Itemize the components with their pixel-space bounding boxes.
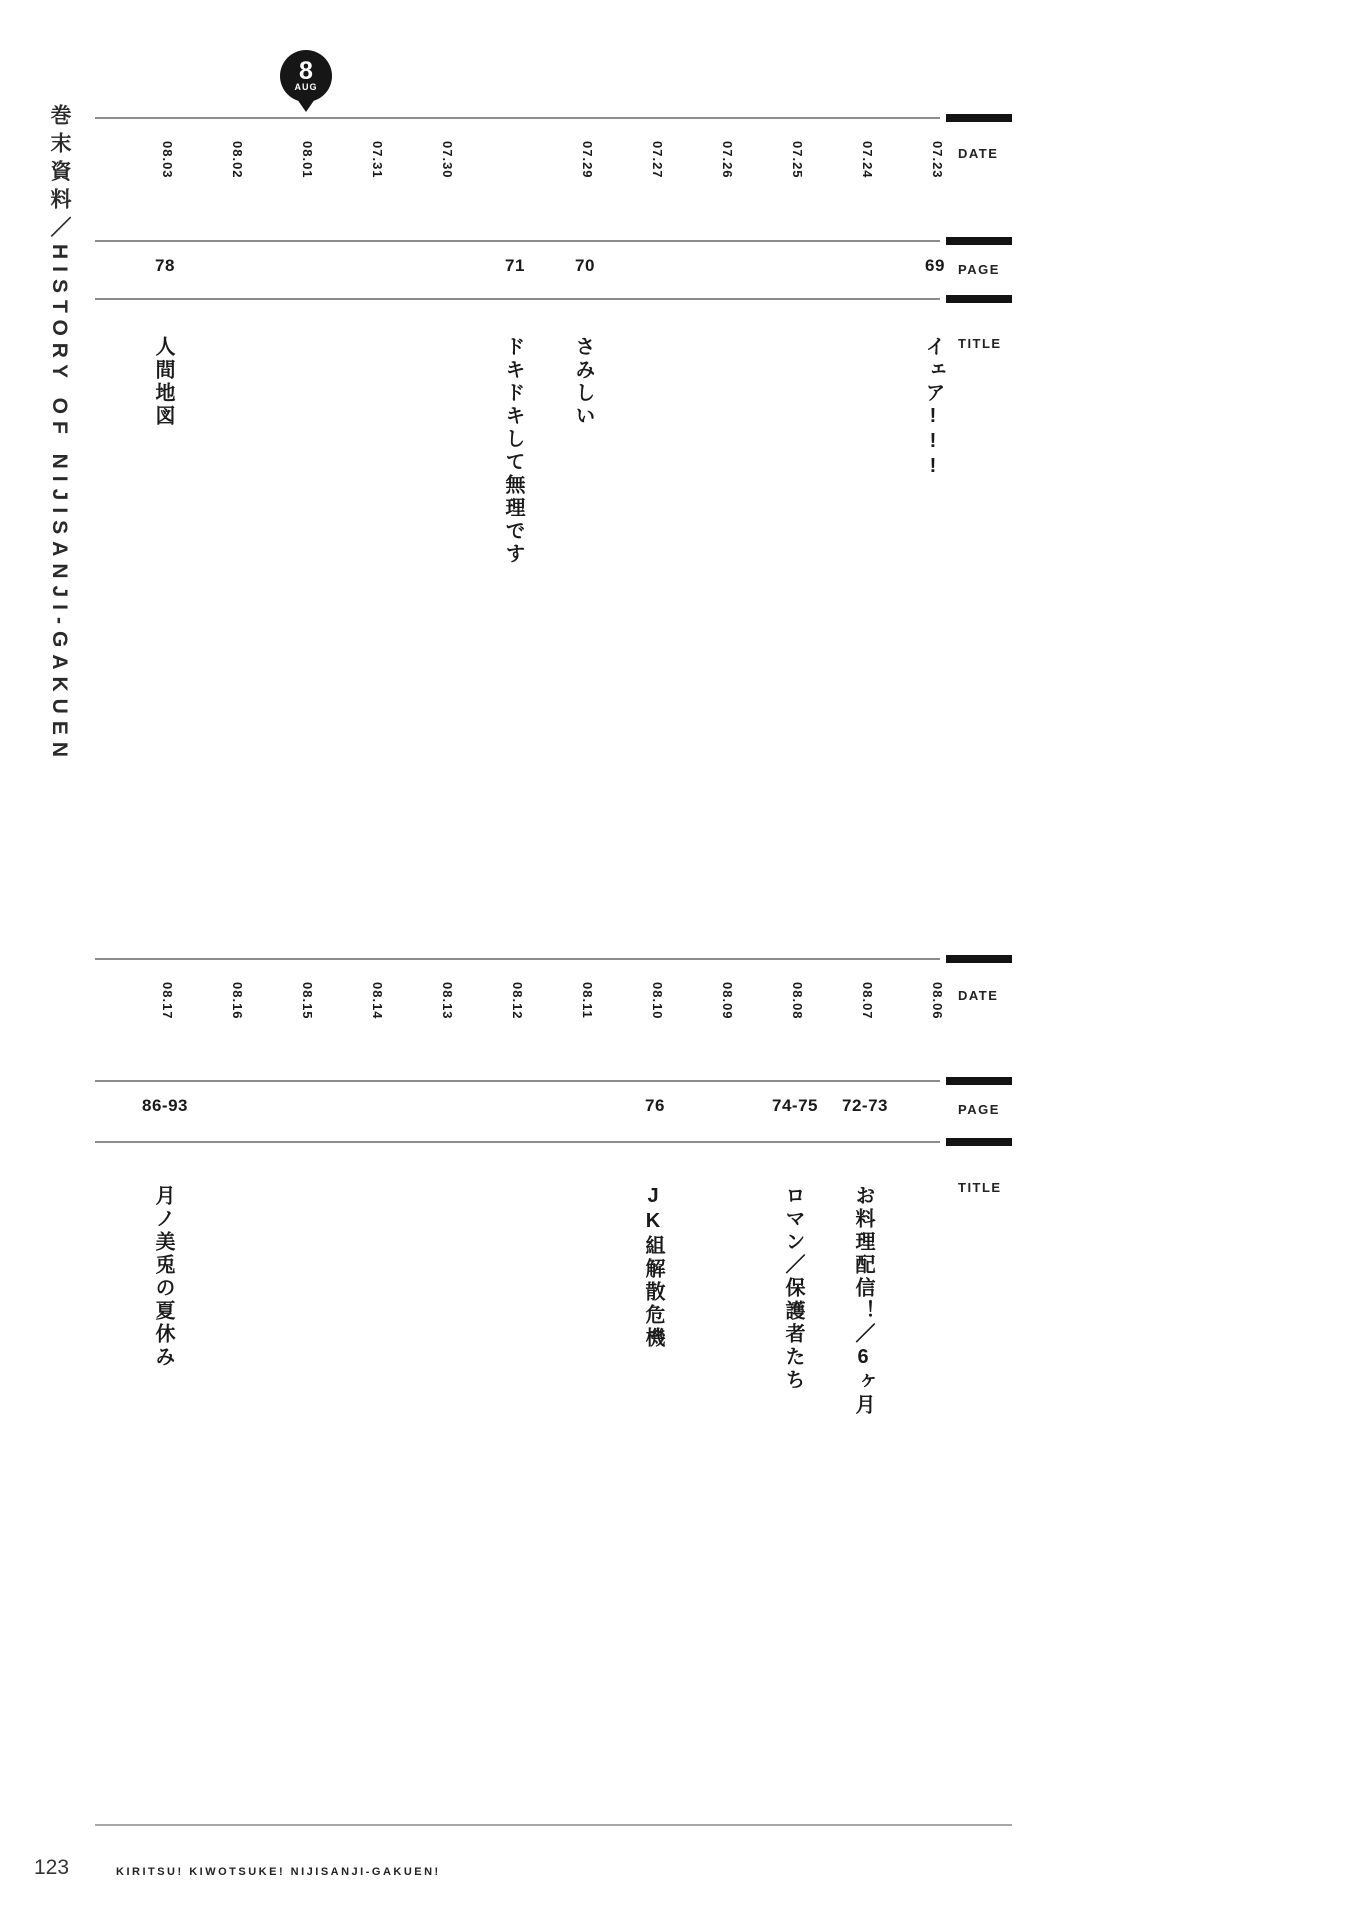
date-row-rule <box>95 117 940 119</box>
date-cell: 07.27 <box>650 141 665 179</box>
page-row-rule <box>95 1080 940 1082</box>
date-cell: 08.15 <box>300 982 315 1020</box>
title-row-label: TITLE <box>958 1180 1002 1195</box>
title-cell: 人間地図 <box>152 336 174 428</box>
page-cell: 71 <box>505 256 525 275</box>
date-cell: 08.08 <box>790 982 805 1020</box>
date-cell: 08.07 <box>860 982 875 1020</box>
date-cell: 08.02 <box>230 141 245 179</box>
title-row-bar <box>946 295 1012 303</box>
page-row-label: PAGE <box>958 262 1000 277</box>
page-number: 123 <box>34 1856 70 1879</box>
date-row-rule <box>95 958 940 960</box>
date-row-bar <box>946 955 1012 963</box>
page-cell: 86-93 <box>142 1096 188 1115</box>
page-row-bar <box>946 237 1012 245</box>
title-row-label: TITLE <box>958 336 1002 351</box>
date-cell: 08.17 <box>160 982 175 1020</box>
page-cell: 74-75 <box>772 1096 818 1115</box>
date-row-bar <box>946 114 1012 122</box>
title-row-rule <box>95 1141 940 1143</box>
title-row-bar <box>946 1138 1012 1146</box>
date-row-label: DATE <box>958 988 999 1003</box>
date-cell: 07.31 <box>370 141 385 179</box>
footer-rule <box>95 1824 1012 1826</box>
page-cell: 70 <box>575 256 595 275</box>
page-row-rule <box>95 240 940 242</box>
date-cell: 08.11 <box>580 982 595 1019</box>
page-cell: 78 <box>155 256 175 275</box>
date-cell: 08.01 <box>300 141 315 179</box>
title-cell: ドキドキして無理です <box>502 336 524 566</box>
date-cell: 07.24 <box>860 141 875 179</box>
date-cell: 08.03 <box>160 141 175 179</box>
date-cell: 07.29 <box>580 141 595 179</box>
page-cell: 69 <box>925 256 945 275</box>
date-cell: 07.30 <box>440 141 455 179</box>
date-cell: 08.16 <box>230 982 245 1020</box>
date-row-label: DATE <box>958 146 999 161</box>
badge-day: 8 <box>299 57 313 85</box>
badge-month: AUG <box>294 82 318 92</box>
page-row-bar <box>946 1077 1012 1085</box>
badge-circle <box>280 50 332 102</box>
date-cell: 07.25 <box>790 141 805 179</box>
date-cell: 08.13 <box>440 982 455 1020</box>
title-cell: イェア!!! <box>922 336 944 480</box>
sidebar-section-title: 巻末資料／HISTORY OF NIJISANJI-GAKUEN <box>48 104 71 764</box>
page-row-label: PAGE <box>958 1102 1000 1117</box>
date-cell: 08.09 <box>720 982 735 1020</box>
page-cell: 76 <box>645 1096 665 1115</box>
date-cell: 07.26 <box>720 141 735 179</box>
title-cell: さみしい <box>572 336 594 428</box>
title-cell: ロマン／保護者たち <box>782 1185 804 1392</box>
date-cell: 07.23 <box>930 141 945 179</box>
page-cell: 72-73 <box>842 1096 888 1115</box>
title-row-rule <box>95 298 940 300</box>
title-cell: JK組解散危機 <box>642 1185 664 1350</box>
title-cell: 月ノ美兎の夏休み <box>152 1185 174 1369</box>
title-cell: お料理配信！／6ヶ月 <box>852 1185 874 1417</box>
footer-book-title: KIRITSU! KIWOTSUKE! NIJISANJI-GAKUEN! <box>116 1866 441 1878</box>
date-cell: 08.14 <box>370 982 385 1020</box>
date-cell: 08.06 <box>930 982 945 1020</box>
august-month-badge <box>280 50 332 112</box>
date-cell: 08.12 <box>510 982 525 1020</box>
date-cell: 08.10 <box>650 982 665 1020</box>
